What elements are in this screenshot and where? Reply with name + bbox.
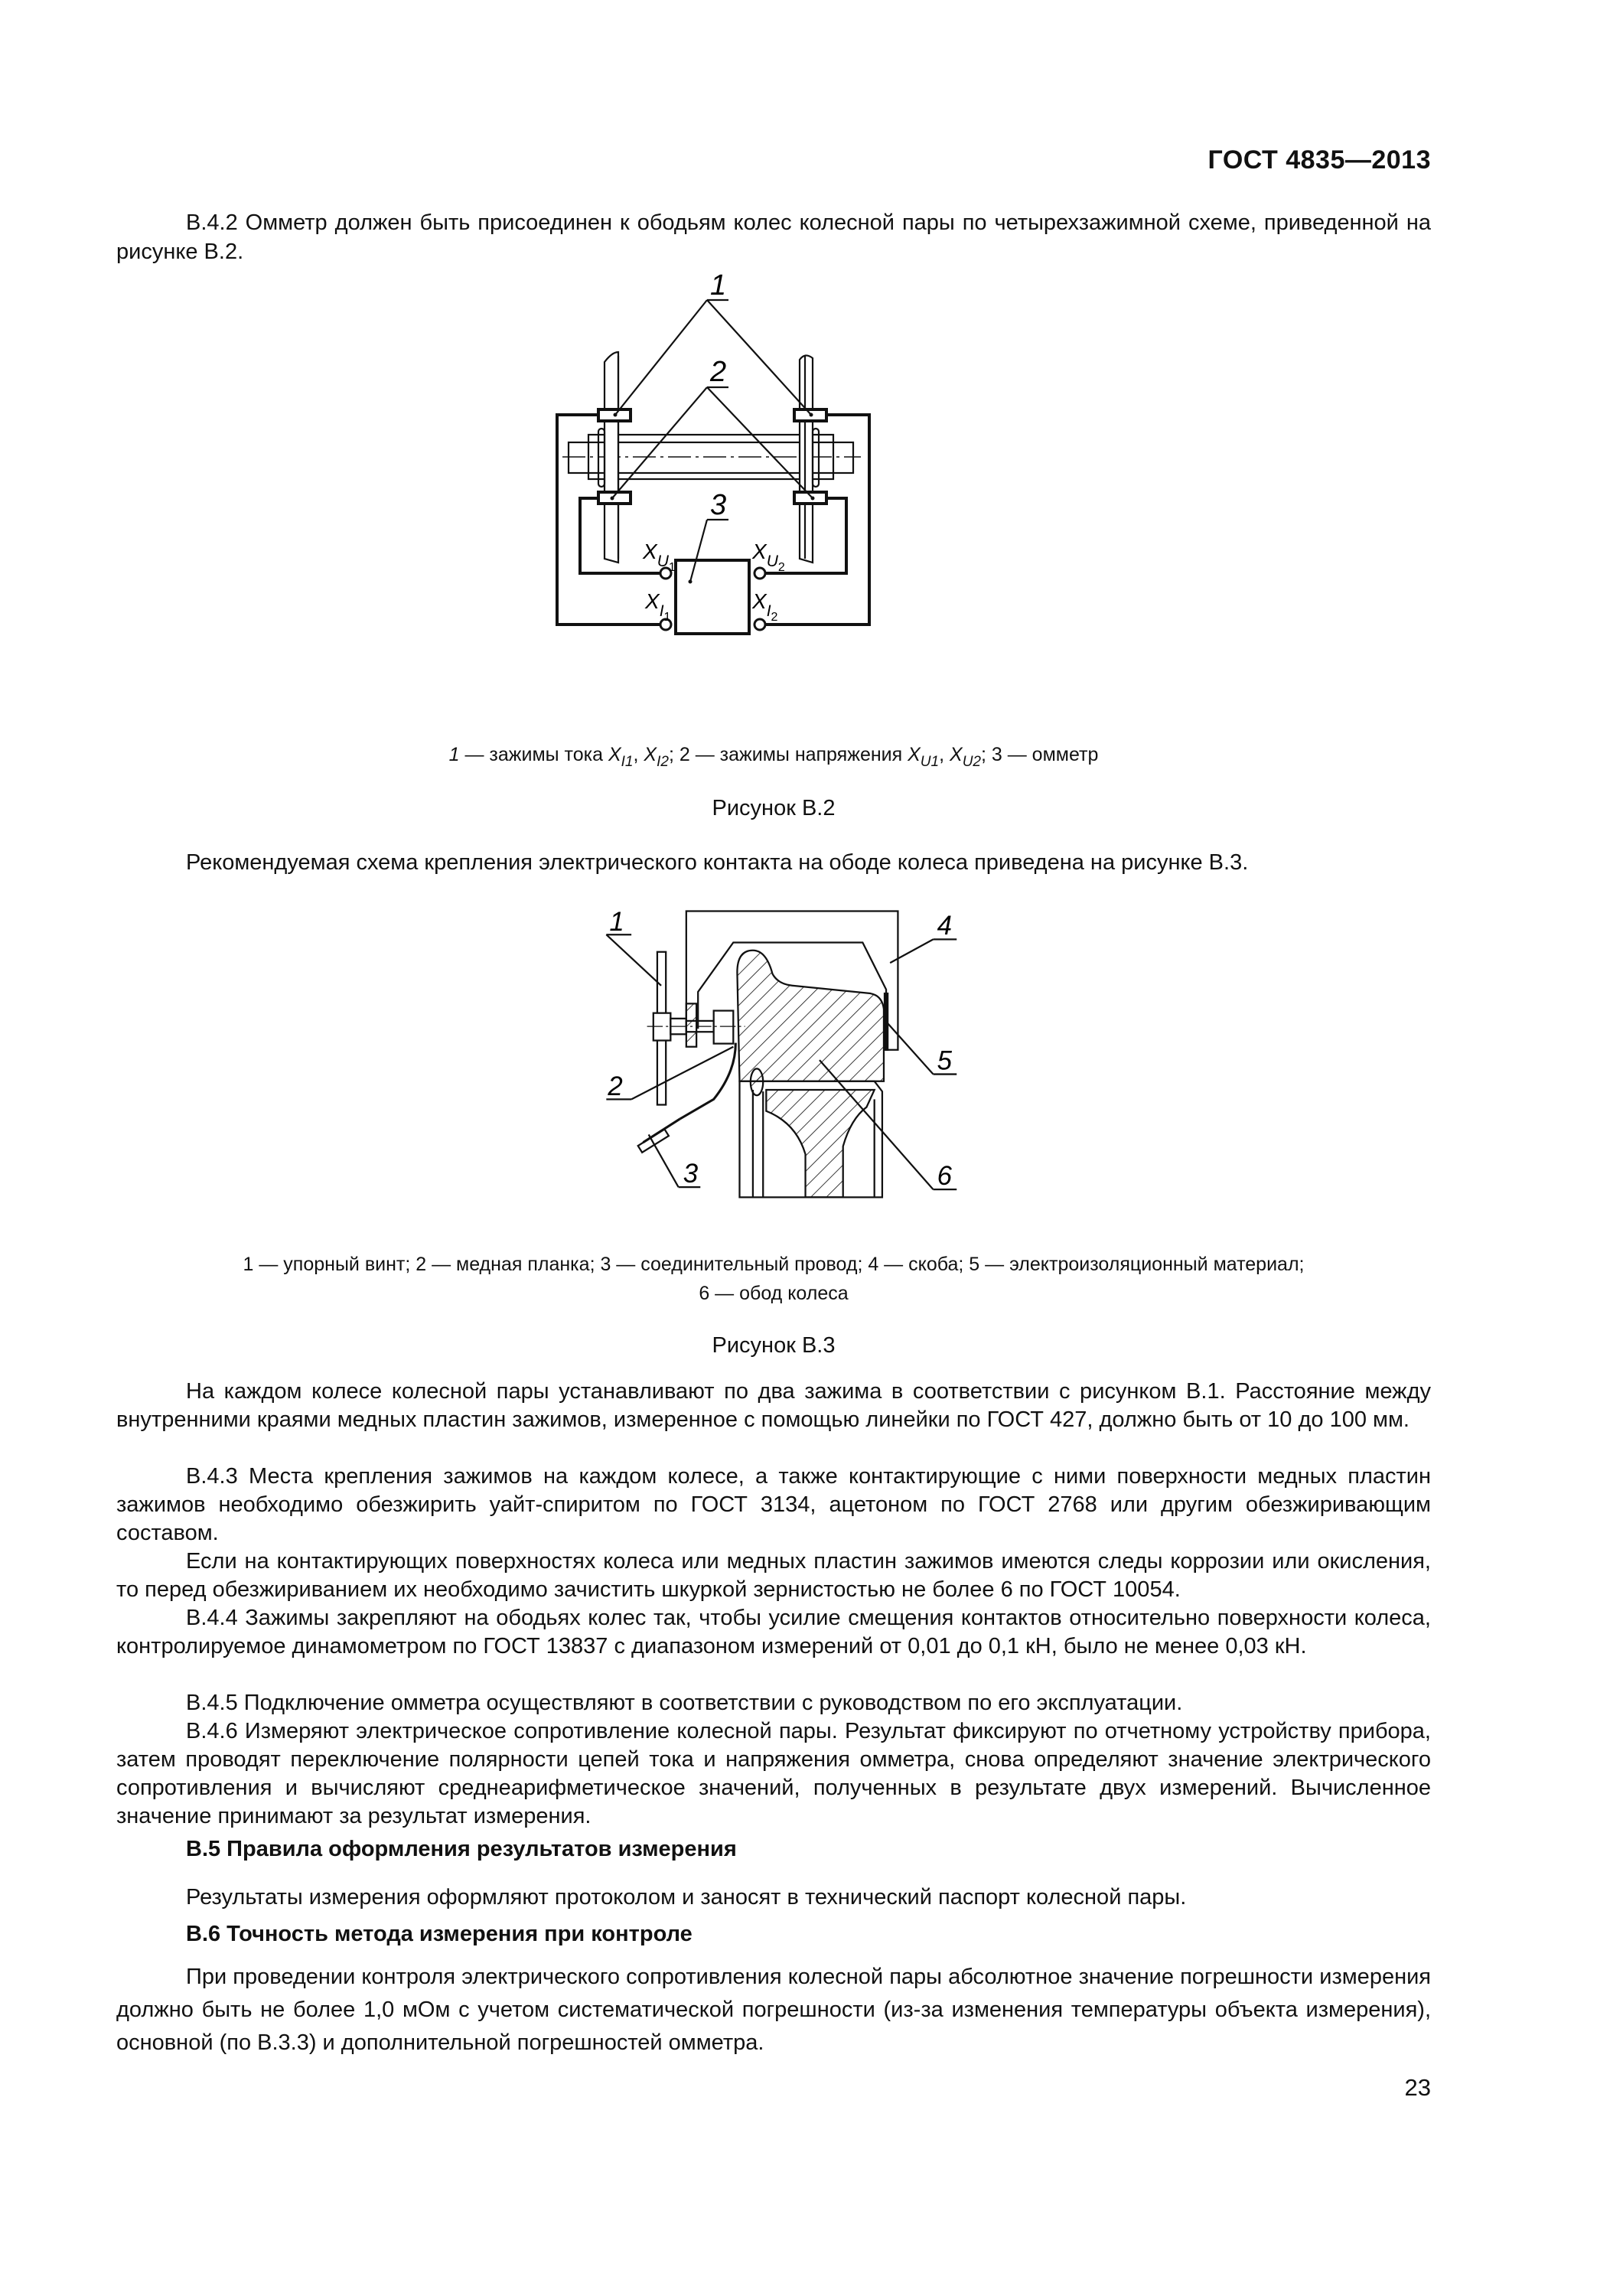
paragraph-b46: В.4.6 Измеряют электрическое сопротивление колесной пары. Результат фиксируют по отчетному устройству прибора, затем проводят переключение полярности цепей тока и напряжения омметра, снова определяют значение электрического сопротивления и вычисляют среднеарифметическое значений, полученных в результате двух измерений. Вычисленное значение принимают за результат измерения. <box>116 1719 1431 1828</box>
paragraph-b44: В.4.4 Зажимы закрепляют на ободьях колес так, чтобы усилие смещения контактов относительно поверхности колеса, контролируемое динамометром по ГОСТ 13837 с диапазоном измерений от 0,01 до 0,1 кН, было не менее 0,03 кН. <box>116 1606 1431 1658</box>
paragraph-b45: В.4.5 Подключение омметра осуществляют в соответствии с руководством по его эксплуатации. <box>186 1691 1183 1715</box>
svg-text:XI1: $X_{I1}$ <box>645 589 671 624</box>
paragraph-b43: В.4.3 Места крепления зажимов на каждом колесе, а также контактирующие с ними поверхности медных пластин зажимов необходимо обезжирить уайт-спиритом по ГОСТ 3134, ацетоном по ГОСТ 2768 или другим обезжиривающим составом. <box>116 1464 1431 1545</box>
callout-2: 2 <box>710 356 727 388</box>
paragraph-b6: При проведении контроля электрического сопротивления колесной пары абсолютное значение погрешности измерения должно быть не более 1,0 мОм с учетом систематической погрешности (из-за изменения температуры объекта измерения), основной (по В.3.3) и дополнительной погрешностей омметра. <box>116 1965 1431 2055</box>
terminal-xu1: X <box>643 540 657 563</box>
figure-b3-diagram <box>551 895 1025 1217</box>
paragraph-b3-intro <box>116 848 1431 877</box>
figure-b3-legend-line2: 6 — обод колеса <box>699 1283 849 1304</box>
callout-2: 2 <box>608 1071 623 1102</box>
svg-text:XU2: $X_{U2}$ <box>752 540 785 574</box>
figure-b2-legend: 1 — зажимы тока $X_{I1}$, $X_{I2}$; 2 — зажимы напряжения $X_{U1}$, $X_{U2}$; 3 — омметр <box>448 744 1099 770</box>
figure-b2-caption: Рисунок В.2 <box>712 796 836 820</box>
figure-b3-caption: Рисунок В.3 <box>712 1333 836 1358</box>
callout-1: 1 <box>710 269 727 302</box>
terminal-xi1: X <box>645 589 660 613</box>
paragraph-b5: Результаты измерения оформляют протоколом и заносят в технический паспорт колесной пары. <box>186 1885 1187 1910</box>
paragraph-b42 <box>116 208 1431 266</box>
callout-1: 1 <box>609 907 624 938</box>
heading-b6: В.6 Точность метода измерения при контроле <box>186 1922 693 1946</box>
figure-b3-legend-line1: 1 — упорный винт; 2 — медная планка; 3 — соединительный провод; 4 — скоба; 5 — электроизоляционный материал; <box>243 1254 1305 1275</box>
terminal-xu2: X <box>752 540 767 563</box>
svg-text:XI2: $X_{I2}$ <box>752 589 778 624</box>
callout-6: 6 <box>937 1161 953 1191</box>
figure-b2-diagram <box>536 260 1071 719</box>
document-id-header: ГОСТ 4835—2013 <box>1207 145 1431 174</box>
callout-3: 3 <box>710 489 727 521</box>
svg-text:XU1: $X_{U1}$ <box>643 540 676 574</box>
paragraph-clamps: На каждом колесе колесной пары устанавливают по два зажима в соответствии с рисунком В.1. Расстояние между внутренними краями медных пластин зажимов, измеренное с помощью линейки по ГОСТ 427, должно быть от 10 до 100 мм. <box>116 1379 1431 1432</box>
paragraph-corrosion: Если на контактирующих поверхностях колеса или медных пластин зажимов имеются следы коррозии или окисления, то перед обезжириванием их необходимо зачистить шкуркой зернистостью не более 6 по ГОСТ 10054. <box>116 1549 1431 1602</box>
callout-4: 4 <box>937 911 953 941</box>
terminal-xi2: X <box>752 589 767 613</box>
page-number: 23 <box>1404 2074 1431 2101</box>
heading-b5: В.5 Правила оформления результатов измерения <box>186 1837 737 1861</box>
paragraph-b3-intro-text: Рекомендуемая схема крепления электрического контакта на ободе колеса приведена на рисунке В.3. <box>186 850 1249 875</box>
paragraph-b42-text: В.4.2 Омметр должен быть присоединен к ободьям колес колесной пары по четырехзажимной схеме, приведенной на рисунке В.2. <box>116 210 1431 264</box>
callout-3: 3 <box>683 1158 699 1189</box>
callout-5: 5 <box>937 1045 953 1076</box>
